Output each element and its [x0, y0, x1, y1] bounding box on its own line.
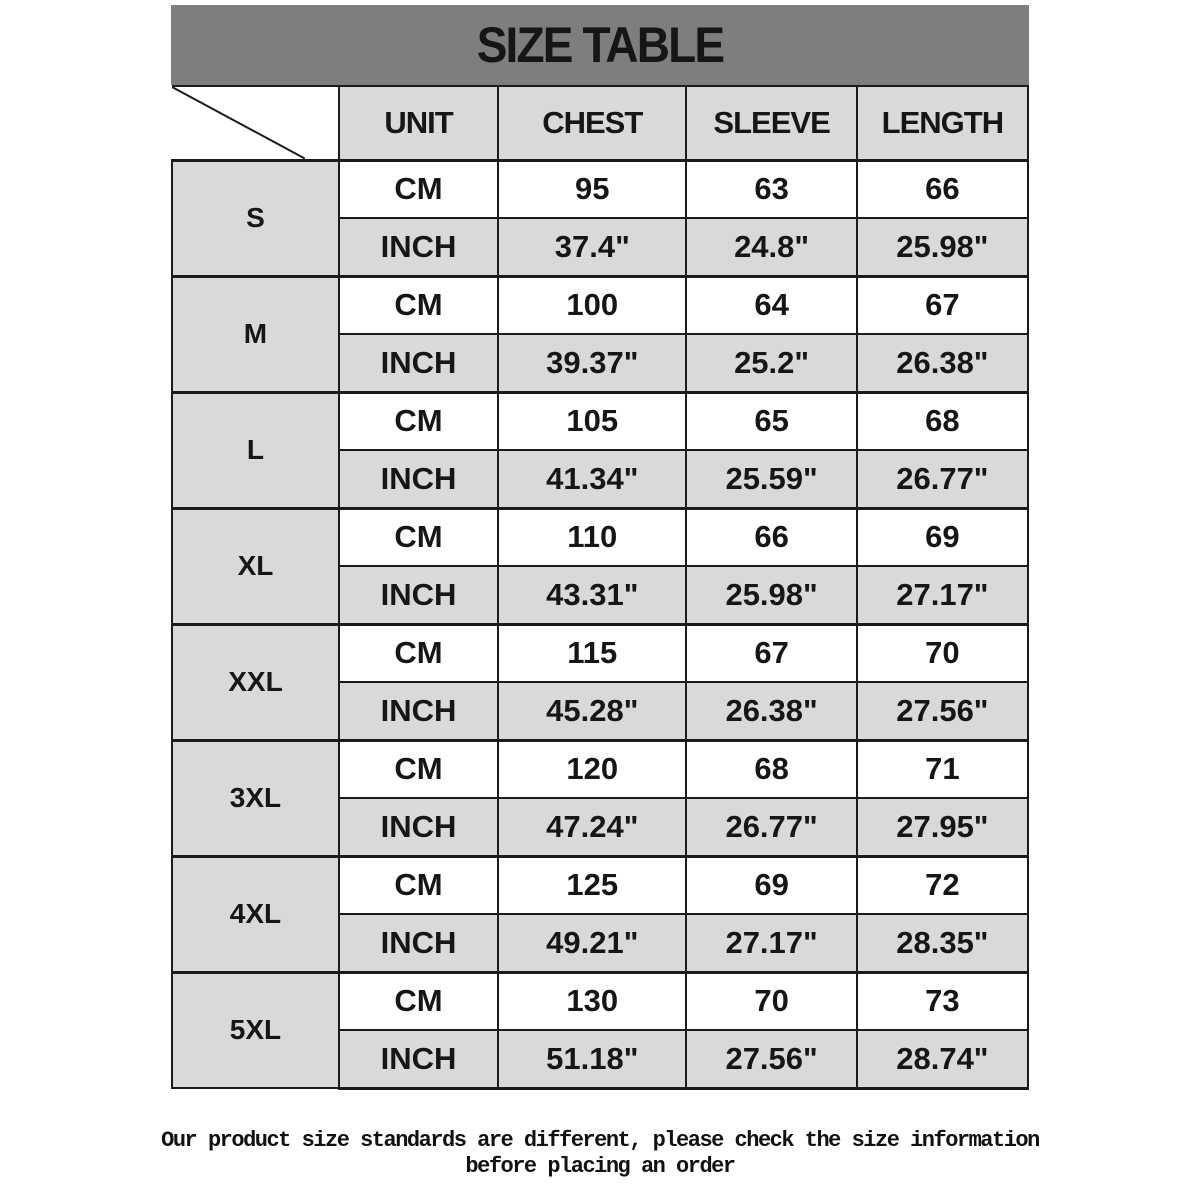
unit-cell: INCH: [339, 914, 498, 972]
size-chart: [171, 5, 1029, 1090]
unit-cell: CM: [339, 392, 498, 450]
value-cell: 25.98": [686, 566, 856, 624]
value-cell: 27.56": [686, 1030, 856, 1088]
unit-cell: INCH: [339, 566, 498, 624]
value-cell: 70: [686, 972, 856, 1030]
unit-cell: CM: [339, 624, 498, 682]
table-row: [172, 392, 1028, 450]
unit-cell: INCH: [339, 798, 498, 856]
value-cell: 39.37": [498, 334, 686, 392]
size-label-m: M: [172, 276, 339, 392]
column-header-length: LENGTH: [857, 86, 1028, 160]
value-cell: 125: [498, 856, 686, 914]
value-cell: 66: [686, 508, 856, 566]
table-row: [172, 276, 1028, 334]
unit-cell: INCH: [339, 682, 498, 740]
value-cell: 65: [686, 392, 856, 450]
value-cell: 100: [498, 276, 686, 334]
value-cell: 28.74": [857, 1030, 1028, 1088]
title-bar: [171, 5, 1029, 85]
unit-cell: CM: [339, 160, 498, 218]
value-cell: 27.17": [686, 914, 856, 972]
value-cell: 41.34": [498, 450, 686, 508]
value-cell: 68: [857, 392, 1028, 450]
value-cell: 43.31": [498, 566, 686, 624]
value-cell: 95: [498, 160, 686, 218]
size-label-l: L: [172, 392, 339, 508]
footer-note: [0, 1128, 1200, 1180]
value-cell: 115: [498, 624, 686, 682]
header-row: [172, 86, 1028, 160]
table-row: [172, 624, 1028, 682]
value-cell: 69: [686, 856, 856, 914]
value-cell: 24.8": [686, 218, 856, 276]
page-title: SIZE TABLE: [476, 17, 724, 73]
value-cell: 110: [498, 508, 686, 566]
value-cell: 68: [686, 740, 856, 798]
size-label-5xl: 5XL: [172, 972, 339, 1088]
size-label-s: S: [172, 160, 339, 276]
footer-line-2: before placing an order: [465, 1153, 735, 1179]
table-row: [172, 160, 1028, 218]
value-cell: 67: [857, 276, 1028, 334]
column-header-unit: UNIT: [339, 86, 498, 160]
value-cell: 26.38": [686, 682, 856, 740]
value-cell: 120: [498, 740, 686, 798]
value-cell: 64: [686, 276, 856, 334]
value-cell: 25.98": [857, 218, 1028, 276]
value-cell: 69: [857, 508, 1028, 566]
table-row: [172, 508, 1028, 566]
value-cell: 27.95": [857, 798, 1028, 856]
unit-cell: INCH: [339, 450, 498, 508]
unit-cell: CM: [339, 856, 498, 914]
table-row: [172, 740, 1028, 798]
unit-cell: INCH: [339, 334, 498, 392]
value-cell: 45.28": [498, 682, 686, 740]
column-header-sleeve: SLEEVE: [686, 86, 856, 160]
value-cell: 26.38": [857, 334, 1028, 392]
size-table: [171, 85, 1029, 1090]
column-header-chest: CHEST: [498, 86, 686, 160]
value-cell: 49.21": [498, 914, 686, 972]
unit-cell: CM: [339, 276, 498, 334]
value-cell: 70: [857, 624, 1028, 682]
value-cell: 25.59": [686, 450, 856, 508]
value-cell: 105: [498, 392, 686, 450]
value-cell: 28.35": [857, 914, 1028, 972]
value-cell: 37.4": [498, 218, 686, 276]
value-cell: 72: [857, 856, 1028, 914]
unit-cell: CM: [339, 740, 498, 798]
value-cell: 26.77": [686, 798, 856, 856]
size-label-xl: XL: [172, 508, 339, 624]
value-cell: 47.24": [498, 798, 686, 856]
diagonal-line: [172, 87, 338, 159]
value-cell: 27.17": [857, 566, 1028, 624]
size-label-4xl: 4XL: [172, 856, 339, 972]
size-label-xxl: XXL: [172, 624, 339, 740]
value-cell: 51.18": [498, 1030, 686, 1088]
value-cell: 130: [498, 972, 686, 1030]
unit-cell: INCH: [339, 218, 498, 276]
footer-line-1: Our product size standards are different, please check the size information: [161, 1127, 1039, 1153]
corner-cell: [172, 86, 339, 160]
unit-cell: INCH: [339, 1030, 498, 1088]
table-row: [172, 972, 1028, 1030]
table-row: [172, 856, 1028, 914]
value-cell: 66: [857, 160, 1028, 218]
size-label-3xl: 3XL: [172, 740, 339, 856]
value-cell: 67: [686, 624, 856, 682]
value-cell: 73: [857, 972, 1028, 1030]
unit-cell: CM: [339, 972, 498, 1030]
value-cell: 27.56": [857, 682, 1028, 740]
value-cell: 63: [686, 160, 856, 218]
value-cell: 26.77": [857, 450, 1028, 508]
value-cell: 71: [857, 740, 1028, 798]
value-cell: 25.2": [686, 334, 856, 392]
unit-cell: CM: [339, 508, 498, 566]
